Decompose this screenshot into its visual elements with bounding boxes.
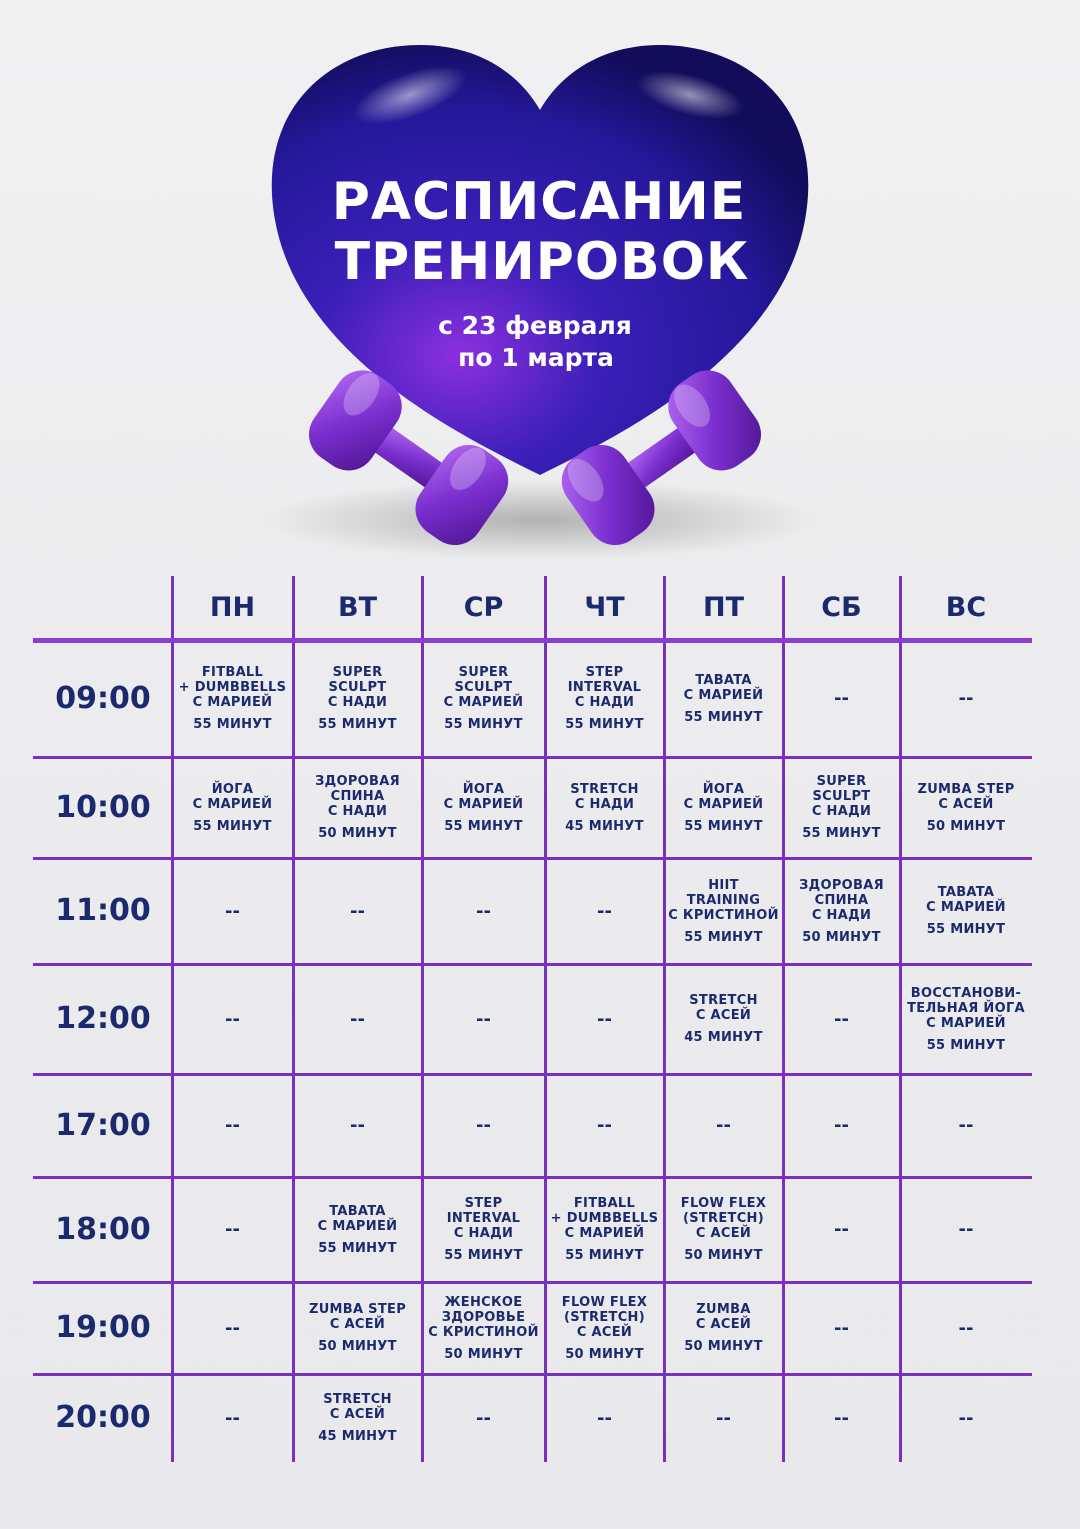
class-name: FLOW FLEX (STRETCH) С АСЕЙ <box>561 1294 648 1340</box>
schedule-cell-empty <box>900 1282 1032 1374</box>
schedule-cell-class <box>783 858 900 964</box>
class-name: TABATA С МАРИЕЙ <box>926 885 1006 915</box>
schedule-cell-empty <box>664 1074 783 1177</box>
schedule-cell-class <box>172 640 293 757</box>
schedule-cell-class <box>422 1282 545 1374</box>
schedule-cell-empty <box>422 1074 545 1177</box>
time-slot-label: 20:00 <box>55 1400 151 1435</box>
class-name: FITBALL + DUMBBELLS С МАРИЕЙ <box>178 665 287 710</box>
no-class-dash: -- <box>958 1317 974 1339</box>
class-duration: 50 МИНУТ <box>444 1346 523 1362</box>
no-class-dash: -- <box>225 1219 240 1240</box>
class-name: SUPER SCULPT С МАРИЕЙ <box>443 665 524 710</box>
class-name: SUPER SCULPT С НАДИ <box>327 665 388 710</box>
no-class-dash: -- <box>597 1115 612 1136</box>
schedule-cell-empty <box>172 1177 293 1282</box>
schedule-cell-empty <box>422 964 545 1074</box>
schedule-cell-empty <box>172 964 293 1074</box>
schedule-cell-empty <box>783 1282 900 1374</box>
class-name: STRETCH С АСЕЙ <box>689 993 758 1023</box>
no-class-dash: -- <box>958 1219 974 1240</box>
schedule-cell-class <box>783 757 900 858</box>
schedule-cell-empty <box>545 964 664 1074</box>
class-name: STRETCH С НАДИ <box>570 781 639 812</box>
class-duration: 55 МИНУТ <box>444 818 523 834</box>
class-duration: 50 МИНУТ <box>318 1339 397 1354</box>
schedule-cell-empty <box>172 858 293 964</box>
day-header: ВТ <box>338 592 377 623</box>
schedule-cell-class <box>664 757 783 858</box>
schedule-cell-empty <box>783 640 900 757</box>
class-duration: 55 МИНУТ <box>444 1248 523 1263</box>
class-name: ZUMBA STEP С АСЕЙ <box>308 1302 407 1332</box>
schedule-cell-class <box>422 757 545 858</box>
schedule-cell-class <box>900 757 1032 858</box>
time-slot-label: 17:00 <box>55 1107 151 1143</box>
schedule-cell-empty <box>422 858 545 964</box>
class-name: ZUMBA С АСЕЙ <box>695 1302 752 1332</box>
schedule-cell-class <box>545 640 664 757</box>
class-duration: 50 МИНУТ <box>684 1248 763 1263</box>
no-class-dash: -- <box>476 900 491 922</box>
schedule-cell-empty <box>172 1374 293 1462</box>
day-header: СБ <box>821 592 862 623</box>
no-class-dash: -- <box>834 1219 849 1240</box>
no-class-dash: -- <box>834 1407 849 1429</box>
schedule-cell-class <box>664 1177 783 1282</box>
schedule-cell-class <box>664 964 783 1074</box>
no-class-dash: -- <box>476 1008 491 1030</box>
class-name: ZUMBA STEP С АСЕЙ <box>917 781 1015 812</box>
schedule-cell-empty <box>900 1374 1032 1462</box>
schedule-cell-empty <box>664 1374 783 1462</box>
schedule-cell-class <box>293 1282 422 1374</box>
no-class-dash: -- <box>225 1115 240 1136</box>
time-slot-label: 19:00 <box>55 1310 151 1345</box>
schedule-cell-class <box>422 640 545 757</box>
no-class-dash: -- <box>597 900 612 922</box>
class-name: TABATA С МАРИЕЙ <box>683 672 764 703</box>
class-name: ЖЕНСКОЕ ЗДОРОВЬЕ С КРИСТИНОЙ <box>428 1294 539 1340</box>
class-name: HIIT TRAINING С КРИСТИНОЙ <box>668 877 779 923</box>
no-class-dash: -- <box>834 1115 849 1136</box>
class-duration: 55 МИНУТ <box>684 929 763 945</box>
no-class-dash: -- <box>225 900 240 922</box>
no-class-dash: -- <box>476 1407 491 1429</box>
no-class-dash: -- <box>225 1407 240 1429</box>
class-duration: 45 МИНУТ <box>318 1429 397 1444</box>
date-range-line-2: по 1 марта <box>458 343 614 372</box>
schedule-cell-class <box>293 757 422 858</box>
no-class-dash: -- <box>225 1008 240 1030</box>
no-class-dash: -- <box>597 1008 612 1030</box>
class-name: STRETCH С АСЕЙ <box>323 1392 392 1422</box>
schedule-cell-class <box>664 1282 783 1374</box>
schedule-cell-empty <box>545 858 664 964</box>
class-name: ЙОГА С МАРИЕЙ <box>683 781 764 812</box>
class-duration: 55 МИНУТ <box>926 922 1006 937</box>
schedule-cell-empty <box>783 1074 900 1177</box>
day-header: ПТ <box>702 592 744 623</box>
schedule-cell-class <box>293 640 422 757</box>
class-duration: 55 МИНУТ <box>193 818 272 834</box>
class-duration: 55 МИНУТ <box>684 709 763 725</box>
class-name: ВОССТАНОВИ- ТЕЛЬНАЯ ЙОГА С МАРИЕЙ <box>907 985 1025 1031</box>
no-class-dash: -- <box>225 1317 240 1339</box>
schedule-cell-class <box>664 640 783 757</box>
time-slot-label: 09:00 <box>55 680 151 716</box>
time-slot-label: 10:00 <box>55 789 151 825</box>
schedule-cell-empty <box>172 1074 293 1177</box>
class-name: ЗДОРОВАЯ СПИНА С НАДИ <box>799 877 884 923</box>
class-duration: 55 МИНУТ <box>684 818 763 834</box>
no-class-dash: -- <box>597 1407 612 1429</box>
schedule-cell-empty <box>293 1074 422 1177</box>
schedule-cell-class <box>900 858 1032 964</box>
schedule-cell-empty <box>900 1177 1032 1282</box>
poster-title-line-2: ТРЕНИРОВОК <box>334 232 750 292</box>
schedule-cell-empty <box>545 1374 664 1462</box>
no-class-dash: -- <box>834 688 849 709</box>
no-class-dash: -- <box>350 900 365 922</box>
no-class-dash: -- <box>350 1115 365 1136</box>
class-duration: 55 МИНУТ <box>193 717 272 732</box>
class-duration: 55 МИНУТ <box>318 717 397 732</box>
no-class-dash: -- <box>958 1115 974 1136</box>
schedule-cell-empty <box>783 1374 900 1462</box>
class-name: STEP INTERVAL С НАДИ <box>446 1196 521 1241</box>
class-duration: 45 МИНУТ <box>684 1030 763 1045</box>
no-class-dash: -- <box>716 1115 731 1136</box>
schedule-cell-empty <box>172 1282 293 1374</box>
class-duration: 50 МИНУТ <box>926 818 1006 834</box>
schedule-cell-empty <box>422 1374 545 1462</box>
class-name: SUPER SCULPT С НАДИ <box>811 774 872 819</box>
time-slot-label: 11:00 <box>55 893 151 928</box>
class-name: FITBALL + DUMBBELLS С МАРИЕЙ <box>550 1196 659 1241</box>
schedule-cell-class <box>545 1177 664 1282</box>
schedule-cell-class <box>422 1177 545 1282</box>
schedule-cell-class <box>172 757 293 858</box>
class-name: ЙОГА С МАРИЕЙ <box>192 781 273 812</box>
schedule-cell-class <box>293 1177 422 1282</box>
schedule-cell-class <box>664 858 783 964</box>
day-header: СР <box>463 592 504 623</box>
class-name: FLOW FLEX (STRETCH) С АСЕЙ <box>680 1196 767 1241</box>
day-header: ВС <box>945 592 987 623</box>
no-class-dash: -- <box>350 1008 365 1030</box>
class-duration: 50 МИНУТ <box>802 929 881 945</box>
class-name: TABATA С МАРИЕЙ <box>317 1203 398 1234</box>
schedule-cell-empty <box>293 858 422 964</box>
class-duration: 50 МИНУТ <box>684 1339 763 1354</box>
class-duration: 55 МИНУТ <box>318 1240 397 1256</box>
schedule-cell-class <box>293 1374 422 1462</box>
class-duration: 55 МИНУТ <box>565 1248 644 1263</box>
class-name: ЙОГА С МАРИЕЙ <box>443 781 524 812</box>
date-range-line-1: с 23 февраля <box>438 311 632 340</box>
schedule-cell-class <box>545 757 664 858</box>
time-slot-label: 18:00 <box>55 1211 151 1247</box>
class-duration: 55 МИНУТ <box>565 717 644 732</box>
no-class-dash: -- <box>834 1008 849 1030</box>
no-class-dash: -- <box>716 1407 731 1429</box>
class-duration: 55 МИНУТ <box>802 826 881 841</box>
schedule-cell-class <box>900 964 1032 1074</box>
time-slot-label: 12:00 <box>55 1001 151 1036</box>
day-header: ЧТ <box>584 592 625 623</box>
schedule-cell-empty <box>293 964 422 1074</box>
class-duration: 50 МИНУТ <box>565 1346 644 1362</box>
no-class-dash: -- <box>958 1407 974 1429</box>
no-class-dash: -- <box>834 1317 849 1339</box>
class-duration: 45 МИНУТ <box>565 818 644 834</box>
schedule-cell-empty <box>783 964 900 1074</box>
schedule-cell-empty <box>900 1074 1032 1177</box>
schedule-cell-empty <box>900 640 1032 757</box>
schedule-cell-class <box>545 1282 664 1374</box>
class-name: STEP INTERVAL С НАДИ <box>567 665 642 710</box>
poster-title-line-1: РАСПИСАНИЕ <box>331 172 747 232</box>
class-duration: 55 МИНУТ <box>926 1037 1006 1053</box>
schedule-cell-empty <box>783 1177 900 1282</box>
no-class-dash: -- <box>476 1115 491 1136</box>
no-class-dash: -- <box>958 688 974 709</box>
class-duration: 55 МИНУТ <box>444 717 523 732</box>
day-header: ПН <box>209 592 256 623</box>
class-duration: 50 МИНУТ <box>318 826 397 841</box>
schedule-cell-empty <box>545 1074 664 1177</box>
class-name: ЗДОРОВАЯ СПИНА С НАДИ <box>315 774 400 819</box>
